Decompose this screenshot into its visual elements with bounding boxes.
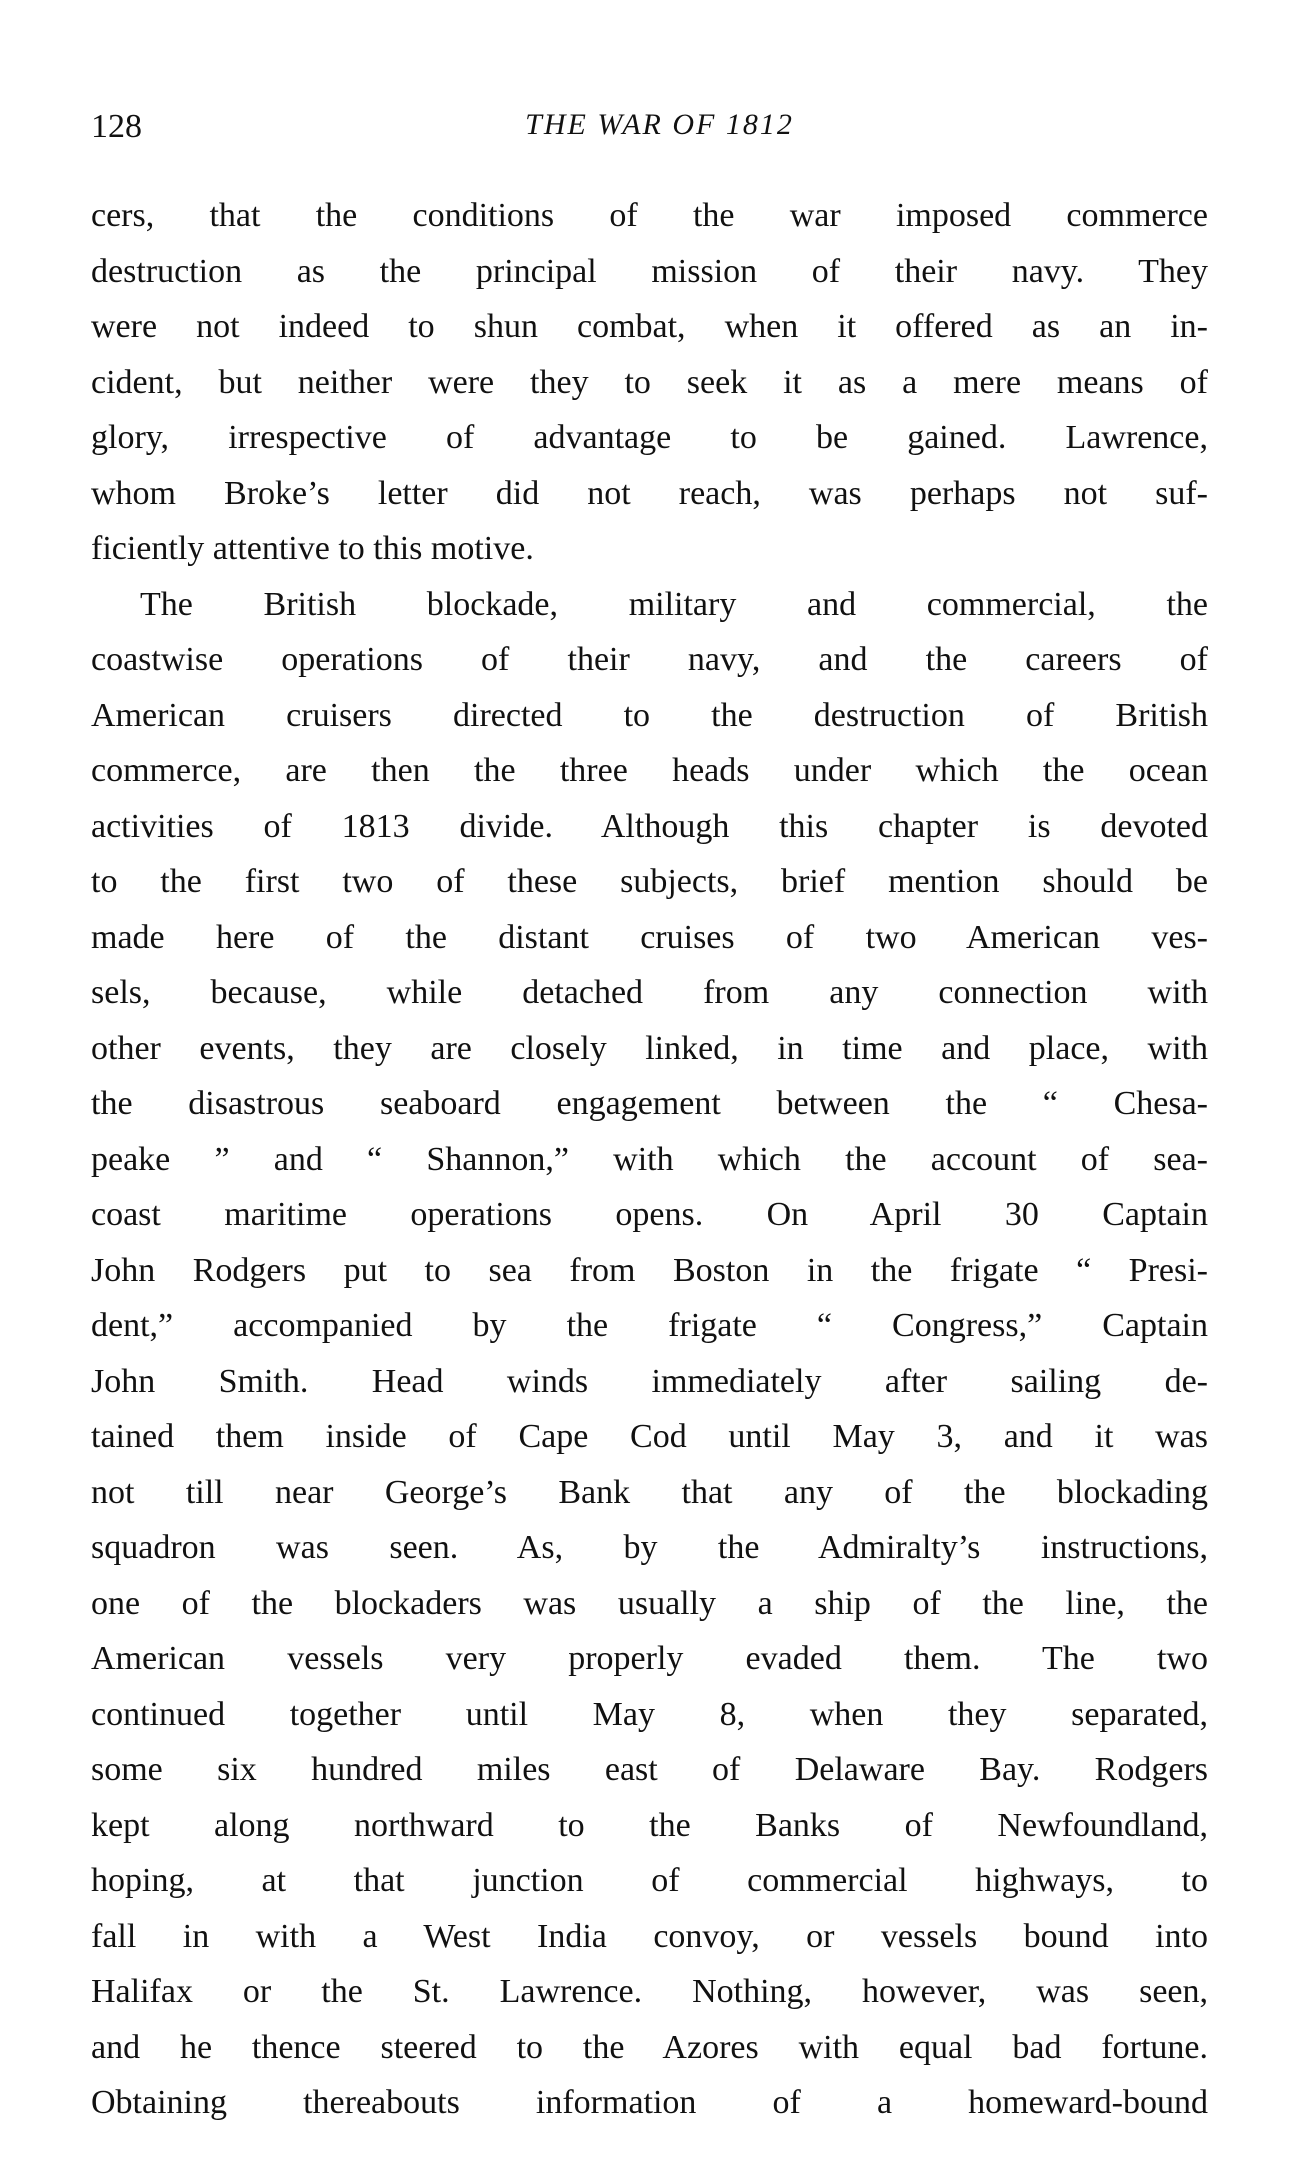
text-line: The British blockade, military and commercial, the: [140, 585, 1208, 623]
text-line: sels, because, while detached from any connection with: [91, 974, 1208, 1011]
page-header: [91, 108, 1208, 152]
text-line: commerce, are then the three heads under which the ocean: [91, 752, 1208, 789]
text-line: one of the blockaders was usually a ship of the line, the: [91, 1584, 1208, 1622]
text-line: to the first two of these subjects, brief mention should be: [91, 863, 1208, 900]
text-line: not till near George’s Bank that any of the blockading: [91, 1473, 1208, 1511]
text-line: whom Broke’s letter did not reach, was perhaps not suf-: [91, 474, 1208, 512]
text-line: peake ” and “ Shannon,” with which the account of sea-: [91, 1140, 1208, 1178]
text-line: made here of the distant cruises of two American ves-: [91, 918, 1208, 956]
text-line: the disastrous seaboard engagement between the “ Chesa-: [91, 1085, 1208, 1122]
text-line: dent,” accompanied by the frigate “ Congress,” Captain: [91, 1307, 1208, 1344]
text-line: coastwise operations of their navy, and the careers of: [91, 641, 1208, 678]
text-line: coast maritime operations opens. On April 30 Captain: [91, 1196, 1208, 1233]
text-line: American vessels very properly evaded them. The two: [91, 1640, 1208, 1677]
text-line: were not indeed to shun combat, when it offered as an in-: [91, 308, 1208, 345]
paragraph: [91, 188, 1208, 577]
paragraph: [91, 577, 1208, 2131]
text-line: some six hundred miles east of Delaware Bay. Rodgers: [91, 1751, 1208, 1788]
text-line: John Smith. Head winds immediately after sailing de-: [91, 1362, 1208, 1400]
text-line: Obtaining thereabouts information of a homeward-bound: [91, 2084, 1208, 2121]
text-line: destruction as the principal mission of their navy. They: [91, 252, 1208, 290]
text-line: squadron was seen. As, by the Admiralty’s instructions,: [91, 1529, 1208, 1566]
text-line: American cruisers directed to the destruction of British: [91, 696, 1208, 734]
text-line: glory, irrespective of advantage to be gained. Lawrence,: [91, 419, 1208, 456]
running-title: THE WAR OF 1812: [525, 108, 794, 141]
text-line: Halifax or the St. Lawrence. Nothing, however, was seen,: [91, 1973, 1208, 2010]
text-line: other events, they are closely linked, in time and place, with: [91, 1029, 1208, 1067]
text-line: John Rodgers put to sea from Boston in the frigate “ Presi-: [91, 1251, 1208, 1289]
text-line: activities of 1813 divide. Although this chapter is devoted: [91, 807, 1208, 845]
text-line: hoping, at that junction of commercial highways, to: [91, 1862, 1208, 1899]
text-line: and he thence steered to the Azores with equal bad fortune.: [91, 2028, 1208, 2066]
text-line: cers, that the conditions of the war imposed commerce: [91, 197, 1208, 234]
page-body: [91, 188, 1208, 2131]
text-line: continued together until May 8, when they separated,: [91, 1695, 1208, 1733]
page-number: 128: [91, 108, 142, 145]
text-line: kept along northward to the Banks of Newfoundland,: [91, 1806, 1208, 1844]
text-line: cident, but neither were they to seek it as a mere means of: [91, 363, 1208, 401]
text-line: ficiently attentive to this motive.: [91, 530, 534, 567]
text-line: tained them inside of Cape Cod until May 3, and it was: [91, 1418, 1208, 1455]
text-line: fall in with a West India convoy, or vessels bound into: [91, 1917, 1208, 1955]
